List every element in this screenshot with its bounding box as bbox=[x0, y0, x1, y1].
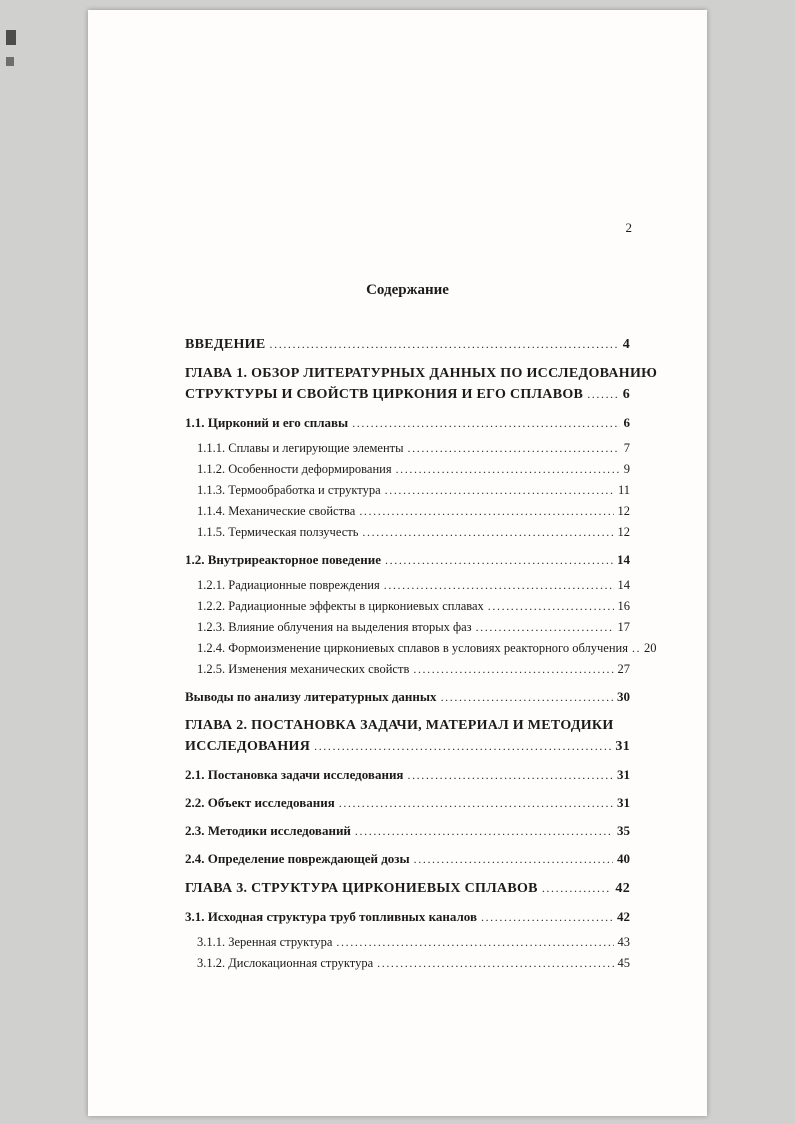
toc-entry-page: 42 bbox=[615, 881, 630, 896]
toc-entry-line bbox=[185, 765, 630, 785]
toc-entry-line bbox=[185, 821, 630, 841]
toc-entry-page: 27 bbox=[617, 662, 630, 676]
toc-entry bbox=[185, 907, 630, 927]
dot-leader bbox=[481, 907, 613, 927]
dot-leader bbox=[362, 522, 613, 542]
toc-entry-label-continued: ИССЛЕДОВАНИЯ bbox=[185, 739, 311, 754]
dot-leader bbox=[414, 849, 613, 869]
toc-entry-label: 1.1.5. Термическая ползучесть bbox=[197, 525, 359, 539]
dot-leader bbox=[339, 793, 613, 813]
scan-artifact bbox=[6, 57, 14, 66]
toc-entry-label: 1.2.1. Радиационные повреждения bbox=[197, 578, 380, 592]
toc-entry-page: 42 bbox=[617, 909, 630, 924]
toc-entry-page: 14 bbox=[617, 552, 630, 567]
toc-entry-label: 1.2.5. Изменения механических свойств bbox=[197, 662, 410, 676]
toc-entry bbox=[185, 459, 630, 479]
dot-leader bbox=[359, 501, 613, 521]
toc-entry-label: ГЛАВА 2. ПОСТАНОВКА ЗАДАЧИ, МАТЕРИАЛ И МЕТОДИКИ bbox=[185, 718, 614, 733]
toc-entry-page: 45 bbox=[617, 956, 630, 970]
toc-entry-line bbox=[197, 596, 630, 616]
toc-entry-label: 1.1. Цирконий и его сплавы bbox=[185, 415, 349, 430]
page-number: 2 bbox=[625, 220, 632, 235]
toc-entry-label: 1.1.1. Сплавы и легирующие элементы bbox=[197, 441, 404, 455]
toc-entry bbox=[185, 550, 630, 570]
dot-leader bbox=[587, 384, 619, 404]
toc-entry-page: 6 bbox=[622, 387, 630, 402]
toc-entry-label: ГЛАВА 1. ОБЗОР ЛИТЕРАТУРНЫХ ДАННЫХ ПО ИССЛЕДОВАНИЮ bbox=[185, 366, 658, 381]
toc-entry bbox=[185, 953, 630, 973]
dot-leader bbox=[441, 687, 613, 707]
toc-entry-line bbox=[185, 687, 630, 707]
toc-entry-page: 16 bbox=[617, 599, 630, 613]
scan-artifact bbox=[6, 30, 16, 45]
toc-entry-label: 3.1.1. Зеренная структура bbox=[197, 935, 333, 949]
dot-leader bbox=[352, 413, 619, 433]
toc-entry-line bbox=[197, 617, 630, 637]
toc-entry bbox=[185, 480, 630, 500]
toc-entry-page: 7 bbox=[623, 441, 630, 455]
toc-entry-label: 2.3. Методики исследований bbox=[185, 823, 351, 838]
toc-entry-line bbox=[185, 907, 630, 927]
dot-leader bbox=[385, 480, 614, 500]
toc-entry-page: 17 bbox=[617, 620, 630, 634]
toc-entry-line bbox=[197, 659, 630, 679]
toc-entry bbox=[185, 821, 630, 841]
dot-leader bbox=[384, 575, 614, 595]
dot-leader bbox=[632, 638, 640, 658]
toc-entry bbox=[185, 638, 657, 658]
toc-entry-page: 20 bbox=[643, 641, 657, 655]
toc-entry-line bbox=[197, 480, 630, 500]
toc-entry-page: 40 bbox=[617, 851, 630, 866]
table-of-contents bbox=[185, 334, 658, 973]
toc-entry bbox=[185, 849, 630, 869]
toc-entry-page: 11 bbox=[617, 483, 630, 497]
toc-entry-line bbox=[197, 953, 630, 973]
toc-entry bbox=[185, 596, 630, 616]
toc-entry-label: 1.2.2. Радиационные эффекты в циркониевых сплавах bbox=[197, 599, 484, 613]
toc-entry-line bbox=[197, 501, 630, 521]
toc-entry-label: 2.4. Определение повреждающей дозы bbox=[185, 851, 410, 866]
dot-leader bbox=[377, 953, 613, 973]
toc-entry-page: 31 bbox=[617, 767, 630, 782]
toc-entry-line bbox=[197, 438, 630, 458]
toc-entry-label: 2.2. Объект исследования bbox=[185, 795, 335, 810]
dot-leader bbox=[270, 334, 619, 354]
toc-entry-label: 1.2.4. Формоизменение циркониевых сплавов в условиях реакторного облучения bbox=[197, 641, 628, 655]
dot-leader bbox=[476, 617, 614, 637]
toc-entry-label: 3.1. Исходная структура труб топливных каналов bbox=[185, 909, 477, 924]
toc-entry-line bbox=[185, 413, 630, 433]
dot-leader bbox=[396, 459, 620, 479]
toc-entry bbox=[185, 501, 630, 521]
dot-leader bbox=[413, 659, 613, 679]
toc-entry-label: ГЛАВА 3. СТРУКТУРА ЦИРКОНИЕВЫХ СПЛАВОВ bbox=[185, 881, 538, 896]
toc-entry-line bbox=[197, 459, 630, 479]
toc-entry bbox=[185, 617, 630, 637]
page-title: Содержание bbox=[366, 282, 449, 298]
toc-entry-page: 12 bbox=[617, 525, 630, 539]
toc-entry bbox=[185, 878, 630, 899]
toc-entry bbox=[185, 522, 630, 542]
toc-entry bbox=[185, 438, 630, 458]
toc-entry bbox=[185, 659, 630, 679]
toc-entry-page: 4 bbox=[622, 337, 630, 352]
toc-entry-label: 1.2.3. Влияние облучения на выделения вторых фаз bbox=[197, 620, 472, 634]
toc-entry-line bbox=[185, 793, 630, 813]
toc-entry bbox=[185, 716, 630, 757]
toc-entry-label: Выводы по анализу литературных данных bbox=[185, 689, 437, 704]
toc-entry bbox=[185, 765, 630, 785]
dot-leader bbox=[408, 438, 620, 458]
toc-entry bbox=[185, 932, 630, 952]
toc-entry bbox=[185, 793, 630, 813]
toc-entry bbox=[185, 687, 630, 707]
toc-entry-page: 14 bbox=[617, 578, 630, 592]
toc-entry-label: 1.1.3. Термообработка и структура bbox=[197, 483, 381, 497]
dot-leader bbox=[314, 736, 611, 756]
toc-entry-page: 31 bbox=[615, 739, 630, 754]
toc-entry-page: 31 bbox=[617, 795, 630, 810]
toc-entry-page: 6 bbox=[623, 415, 630, 430]
toc-entry-page: 43 bbox=[617, 935, 630, 949]
dot-leader bbox=[542, 878, 612, 898]
toc-entry bbox=[185, 575, 630, 595]
dot-leader bbox=[407, 765, 613, 785]
toc-entry-page: 9 bbox=[623, 462, 630, 476]
dot-leader bbox=[355, 821, 613, 841]
dot-leader bbox=[488, 596, 614, 616]
toc-entry-label: 1.1.4. Механические свойства bbox=[197, 504, 356, 518]
toc-entry-line bbox=[185, 334, 630, 355]
toc-entry-line bbox=[197, 575, 630, 595]
toc-entry-line bbox=[185, 384, 630, 405]
toc-entry-line bbox=[185, 736, 630, 757]
dot-leader bbox=[336, 932, 613, 952]
toc-entry-page: 30 bbox=[617, 689, 630, 704]
toc-entry-label: ВВЕДЕНИЕ bbox=[185, 337, 266, 352]
toc-entry-line bbox=[197, 932, 630, 952]
toc-entry-label: 3.1.2. Дислокационная структура bbox=[197, 956, 374, 970]
toc-entry-line bbox=[185, 878, 630, 899]
toc-entry-line bbox=[185, 849, 630, 869]
toc-entry bbox=[185, 334, 630, 355]
toc-entry-line bbox=[197, 522, 630, 542]
toc-entry-label: 1.1.2. Особенности деформирования bbox=[197, 462, 392, 476]
toc-entry-label-continued: СТРУКТУРЫ И СВОЙСТВ ЦИРКОНИЯ И ЕГО СПЛАВОВ bbox=[185, 387, 584, 402]
document-page bbox=[88, 10, 707, 1116]
toc-entry bbox=[185, 364, 658, 405]
toc-entry bbox=[185, 413, 630, 433]
toc-entry-page: 12 bbox=[617, 504, 630, 518]
toc-entry-line bbox=[197, 638, 657, 658]
toc-entry-line bbox=[185, 550, 630, 570]
toc-entry-page: 35 bbox=[617, 823, 630, 838]
dot-leader bbox=[385, 550, 613, 570]
toc-entry-label: 1.2. Внутриреакторное поведение bbox=[185, 552, 382, 567]
toc-entry-label: 2.1. Постановка задачи исследования bbox=[185, 767, 404, 782]
